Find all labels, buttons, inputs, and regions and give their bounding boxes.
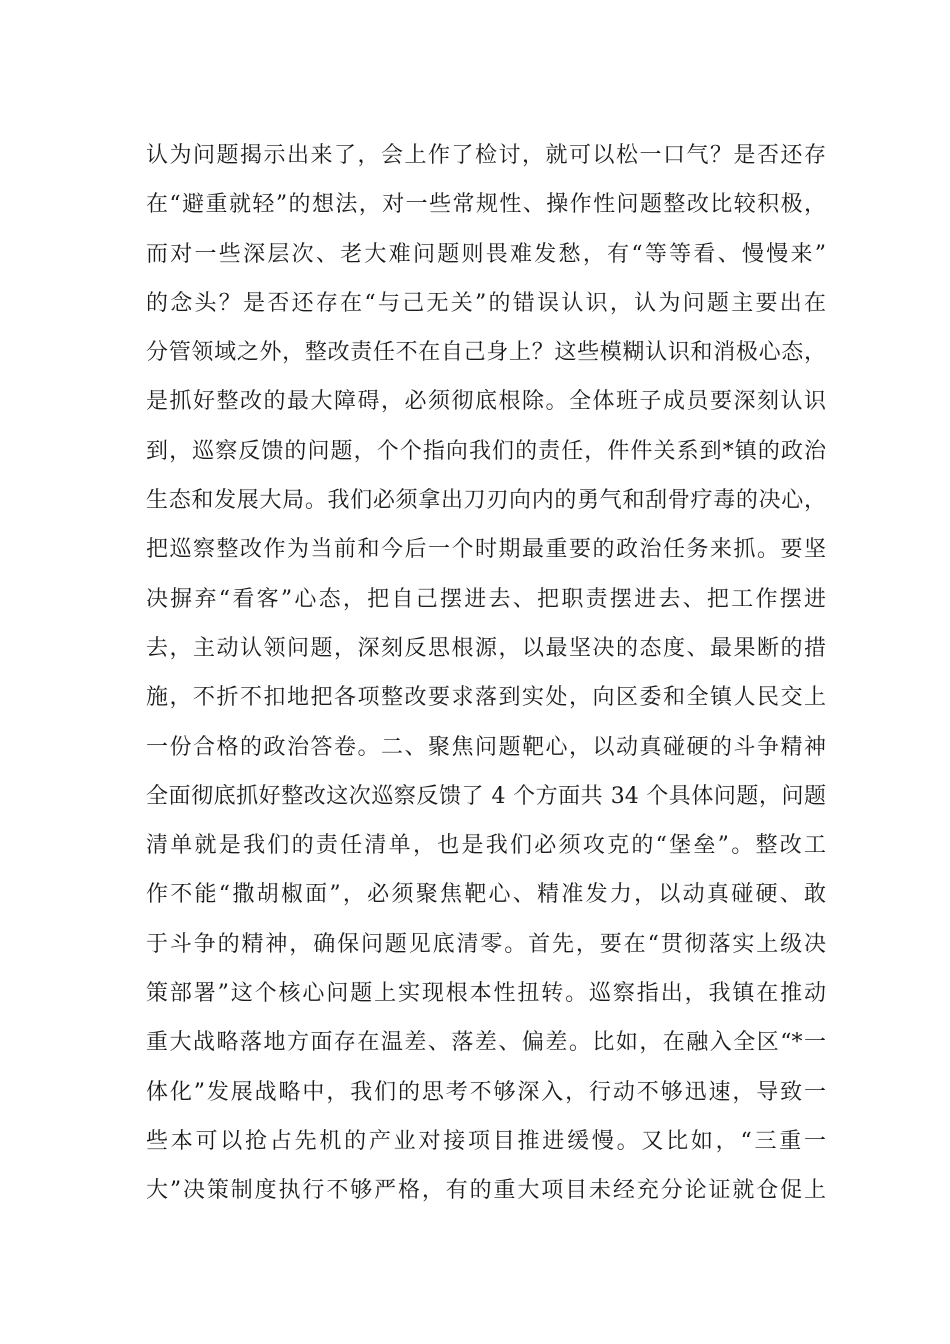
text-line-13: 一份合格的政治答卷。二、聚焦问题靶心，以动真碰硬的斗争精神 [146, 734, 826, 760]
text-line-22: 大”决策制度执行不够严格，有的重大项目未经充分论证就仓促上 [146, 1178, 826, 1204]
text-line-9: 把巡察整改作为当前和今后一个时期最重要的政治任务来抓。要坚 [146, 537, 826, 563]
text-line-8: 生态和发展大局。我们必须拿出刀刃向内的勇气和刮骨疗毒的决心， [146, 488, 826, 514]
text-line-14: 全面彻底抓好整改这次巡察反馈了 4 个方面共 34 个具体问题，问题 [146, 783, 826, 809]
body-text [146, 131, 826, 1216]
text-line-5: 分管领域之外，整改责任不在自己身上？这些模糊认识和消极心态， [146, 340, 826, 366]
text-line-19: 重大战略落地方面存在温差、落差、偏差。比如，在融入全区“*一 [146, 1030, 826, 1056]
text-line-17: 于斗争的精神，确保问题见底清零。首先，要在“贯彻落实上级决 [146, 931, 826, 957]
text-line-21: 些本可以抢占先机的产业对接项目推进缓慢。又比如，“三重一 [146, 1128, 826, 1154]
text-line-16: 作不能“撒胡椒面”，必须聚焦靶心、精准发力，以动真碰硬、敢 [146, 882, 826, 908]
text-line-4: 的念头？是否还存在“与己无关”的错误认识，认为问题主要出在 [146, 290, 826, 316]
text-line-2: 在“避重就轻”的想法，对一些常规性、操作性问题整改比较积极， [146, 192, 826, 218]
text-line-10: 决摒弃“看客”心态，把自己摆进去、把职责摆进去、把工作摆进 [146, 586, 826, 612]
text-line-15: 清单就是我们的责任清单，也是我们必须攻克的“堡垒”。整改工 [146, 833, 826, 859]
text-line-12: 施，不折不扣地把各项整改要求落到实处，向区委和全镇人民交上 [146, 685, 826, 711]
text-line-1: 认为问题揭示出来了，会上作了检讨，就可以松一口气？是否还存 [146, 143, 826, 168]
text-line-20: 体化”发展战略中，我们的思考不够深入，行动不够迅速，导致一 [146, 1079, 826, 1105]
text-line-11: 去，主动认领问题，深刻反思根源，以最坚决的态度、最果断的措 [146, 635, 826, 661]
text-line-3: 而对一些深层次、老大难问题则畏难发愁，有“等等看、慢慢来” [146, 241, 826, 267]
text-line-7: 到，巡察反馈的问题，个个指向我们的责任，件件关系到*镇的政治 [146, 438, 826, 464]
text-line-6: 是抓好整改的最大障碍，必须彻底根除。全体班子成员要深刻认识 [146, 389, 826, 415]
text-line-18: 策部署”这个核心问题上实现根本性扭转。巡察指出，我镇在推动 [146, 981, 826, 1007]
